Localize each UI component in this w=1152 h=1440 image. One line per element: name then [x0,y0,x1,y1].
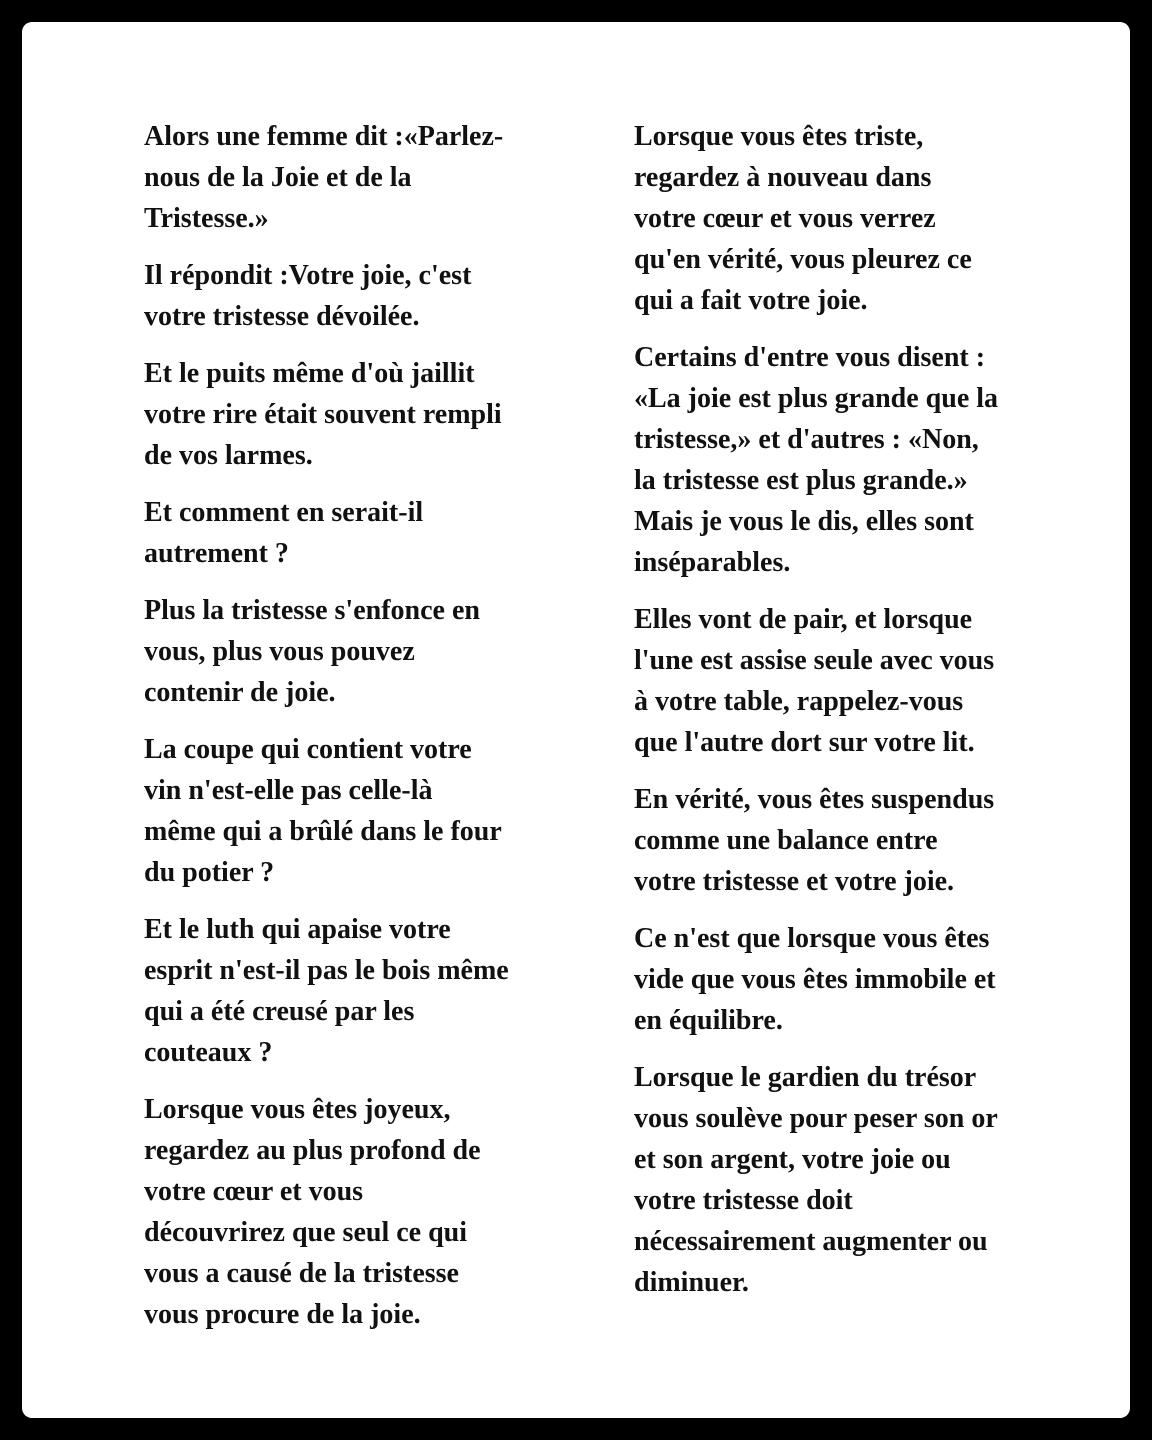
paragraph: La coupe qui contient votre vin n'est-elle pas celle-là même qui a brûlé dans le four du potier ? [144,734,502,888]
paragraph: Lorsque vous êtes triste, regardez à nouveau dans votre cœur et vous verrez qu'en vérité, vous pleurez ce qui a fait votre joie. [634,121,972,316]
paragraph: Certains d'entre vous disent : «La joie est plus grande que la tristesse,» et d'autres : «Non, la tristesse est plus grande.» Mais je vous le dis, elles sont inséparables. [634,342,999,578]
left-text-column [144,116,574,1351]
paragraph: Il répondit :Votre joie, c'est votre tristesse dévoilée. [144,260,472,332]
paragraph: En vérité, vous êtes suspendus comme une balance entre votre tristesse et votre joie. [634,784,995,897]
paragraph: Et le luth qui apaise votre esprit n'est-il pas le bois même qui a été creusé par les couteaux ? [144,914,509,1068]
paragraph: Alors une femme dit :«Parlez- nous de la Joie et de la Tristesse.» [144,121,504,234]
paragraph: Plus la tristesse s'enfonce en vous, plus vous pouvez contenir de joie. [144,595,480,708]
paragraph: Et comment en serait-il autrement ? [144,497,424,569]
right-text-column [634,116,1066,1319]
document-page [22,22,1130,1418]
paragraph: Elles vont de pair, et lorsque l'une est assise seule avec vous à votre table, rappelez-vous que l'autre dort sur votre lit. [634,604,995,758]
paragraph: Ce n'est que lorsque vous êtes vide que vous êtes immobile et en équilibre. [634,923,996,1036]
paragraph: Lorsque le gardien du trésor vous soulève pour peser son or et son argent, votre joie ou votre tristesse doit nécessairement augmenter ou diminuer. [634,1062,998,1298]
paragraph: Et le puits même d'où jaillit votre rire était souvent rempli de vos larmes. [144,358,502,471]
paragraph: Lorsque vous êtes joyeux, regardez au plus profond de votre cœur et vous découvrirez que seul ce qui vous a causé de la tristesse vous procure de la joie. [144,1094,481,1330]
